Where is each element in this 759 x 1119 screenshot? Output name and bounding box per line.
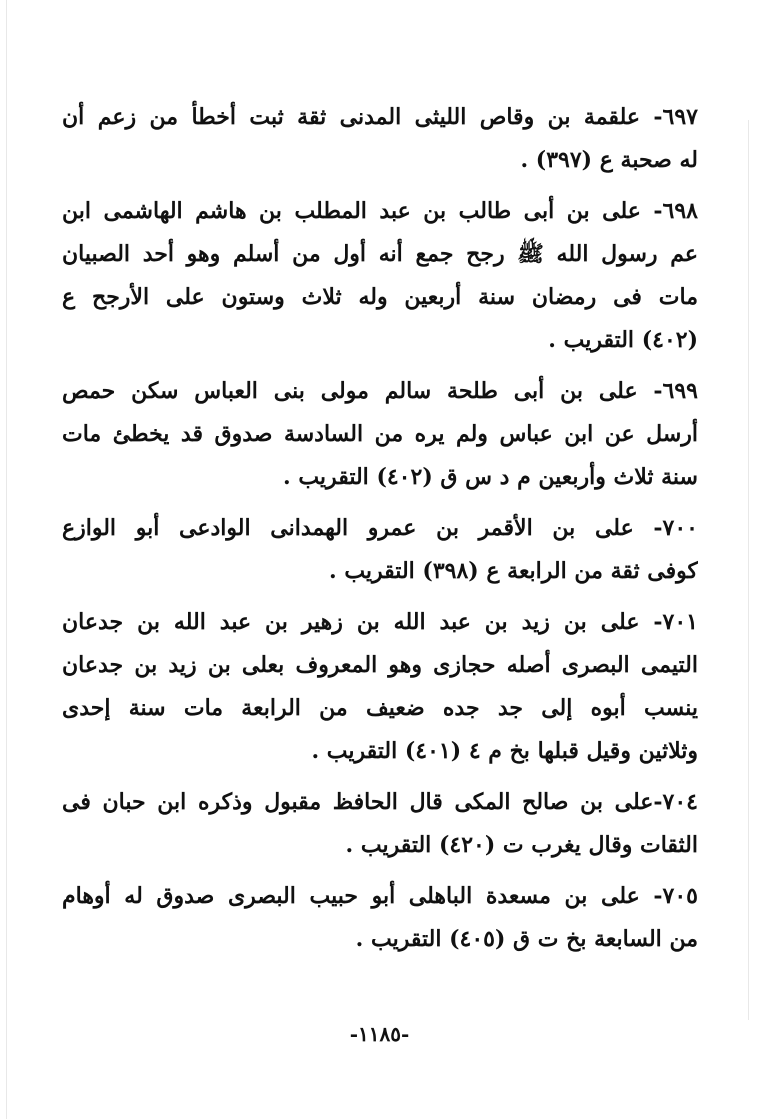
entry-line: ٦٩٨- على بن أبى طالب بن عبد المطلب بن هاشم الهاشمى ابن bbox=[62, 198, 698, 224]
entry-line: عم رسول الله ﷺ رجح جمع أنه أول من أسلم وهو أحد الصبيان bbox=[62, 241, 698, 267]
entry-705 bbox=[62, 875, 698, 961]
entry-line: ٧٠١- على بن زيد بن عبد الله بن زهير بن عبد الله بن جدعان bbox=[62, 609, 698, 635]
entry-line: وثلاثين وقيل قبلها بخ م ٤ (٤٠١) التقريب . bbox=[311, 738, 698, 764]
entry-704 bbox=[62, 781, 698, 867]
entry-line: سنة ثلاث وأربعين م د س ق (٤٠٢) التقريب . bbox=[283, 464, 698, 490]
entry-line: ينسب أبوه إلى جد جده ضعيف من الرابعة مات سنة إحدى bbox=[62, 695, 698, 721]
entry-line: التيمى البصرى أصله حجازى وهو المعروف بعلى بن زيد بن جدعان bbox=[62, 652, 698, 678]
entry-700 bbox=[62, 507, 698, 593]
entry-line: الثقات وقال يغرب ت (٤٢٠) التقريب . bbox=[345, 832, 698, 858]
entry-line: من السابعة بخ ت ق (٤٠٥) التقريب . bbox=[355, 926, 698, 952]
right-scan-edge bbox=[748, 120, 749, 1020]
entry-line: ٧٠٠- على بن الأقمر بن عمرو الهمدانى الوادعى أبو الوازع bbox=[62, 515, 698, 541]
entry-699 bbox=[62, 370, 698, 499]
entry-line: أرسل عن ابن عباس ولم يره من السادسة صدوق قد يخطئ مات bbox=[62, 421, 698, 447]
entry-697 bbox=[62, 96, 698, 182]
page-number: -١١٨٥- bbox=[349, 1022, 410, 1046]
left-scan-edge bbox=[6, 0, 7, 1119]
biography-entries bbox=[62, 96, 698, 969]
entry-line: ٧٠٥- على بن مسعدة الباهلى أبو حبيب البصرى صدوق له أوهام bbox=[62, 883, 698, 909]
entry-line: (٤٠٢) التقريب . bbox=[548, 327, 698, 353]
entry-line: ٦٩٩- على بن أبى طلحة سالم مولى بنى العباس سكن حمص bbox=[62, 378, 698, 404]
entry-line: مات فى رمضان سنة أربعين وله ثلاث وستون على الأرجح ع bbox=[62, 284, 698, 310]
entry-701 bbox=[62, 601, 698, 773]
entry-line: له صحبة ع (٣٩٧) . bbox=[520, 147, 698, 173]
entry-line: ٦٩٧- علقمة بن وقاص الليثى المدنى ثقة ثبت أخطأ من زعم أن bbox=[62, 104, 698, 130]
entry-line: ٧٠٤-على بن صالح المكى قال الحافظ مقبول وذكره ابن حبان فى bbox=[62, 789, 698, 815]
entry-698 bbox=[62, 190, 698, 362]
entry-line: كوفى ثقة من الرابعة ع (٣٩٨) التقريب . bbox=[329, 558, 698, 584]
